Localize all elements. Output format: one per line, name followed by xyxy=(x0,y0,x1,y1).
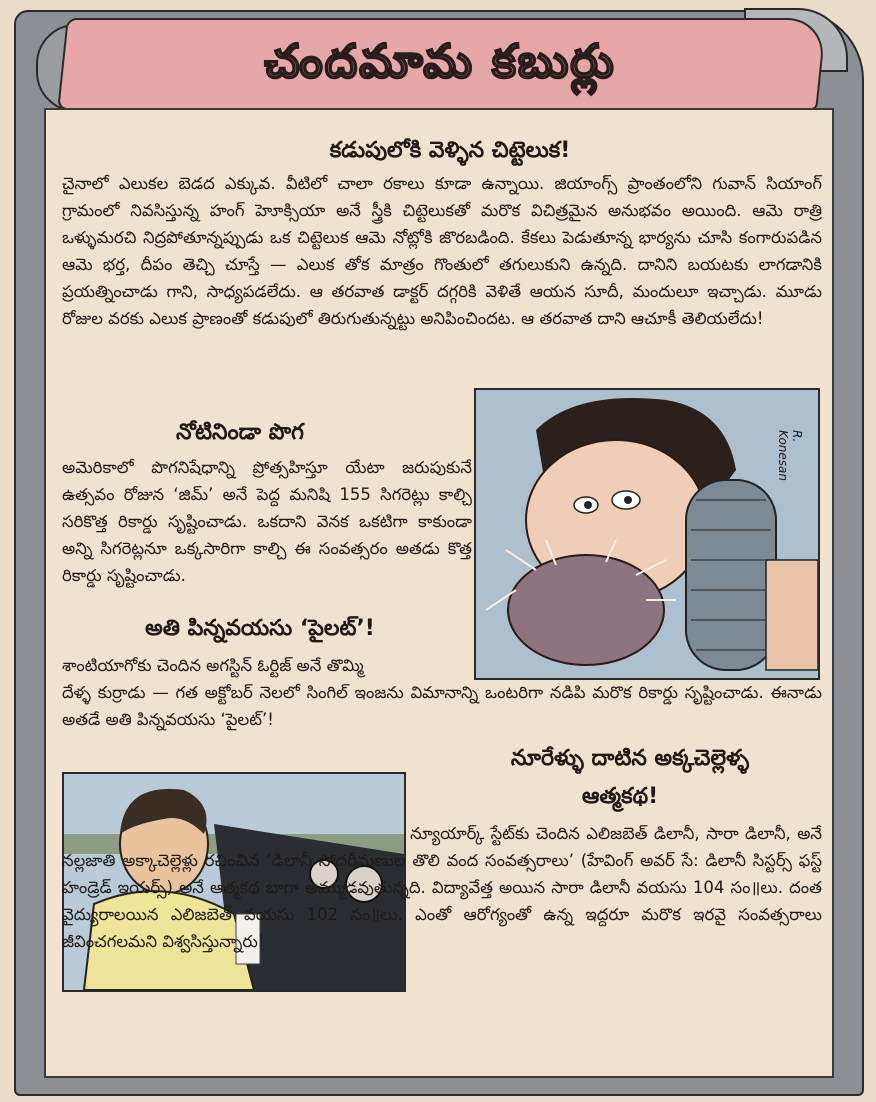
article-heading-pilot: అతి పిన్నవయసు ‘పైలట్’! xyxy=(145,616,375,641)
article-body-pilot-b: దేళ్ళ కుర్రాడు — గత అక్టోబర్ నెలలో సింగిల్ ఇంజను విమానాన్ని ఒంటరిగా నడిపి మరొక రికార్డు సృష్టించాడు. ఈనాడు అతడే అతి పిన్నవయసు ‘పైలట్’! xyxy=(62,683,822,729)
illustrator-signature: R. Konesan xyxy=(776,430,804,481)
article-body-mouse: చైనాలో ఎలుకల బెడద ఎక్కువ. వీటిలో చాలా రకాలు కూడా ఉన్నాయి. జియాంగ్స్ ప్రాంతంలోని గువాన్ సియాంగ్ గ్రామంలో నివసిస్తున్న హంగ్ హెూక్సియా అనే స్త్రీకి చిట్టెలుకతో మరొక విచిత్రమైన అనుభవం అయింది. ఆమె రాత్రి ఒళ్ళుమరచి నిద్రపోతూన్నప్పుడు ఒక చిట్టెలుక ఆమె నోట్లోకి జొరబడింది. కేకలు పెడుతూన్న భార్యను చూసి కంగారుపడిన ఆమె భర్త, దీపం తెచ్చి చూస్తే — ఎలుక తోక మాత్రం గొంతులో తగులుకుని ఉన్నది. దానిని బయటకు లాగడానికి ప్రయత్నించాడు గాని, సాధ్యపడలేదు. ఆ తరవాత డాక్టర్ దగ్గరికి వెళితే ఆయన సూదీ, మందులూ ఇచ్చాడు. మూడు రోజుల వరకు ఎలుక ప్రాణంతో కడుపులో తిరుగుతున్నట్టు అనిపించిందట. ఆ తరవాత దాని ఆచూకీ తెలియలేదు! xyxy=(62,174,822,328)
article-body-pilot-a: శాంటియాగోకు చెందిన అగస్టిన్ ఓర్టిజ్ అనే తొమ్మి xyxy=(62,656,364,675)
article-heading-sisters-2: ఆత్మకథ! xyxy=(581,784,659,809)
article-heading-mouse: కడుపులోకి వెళ్ళిన చిట్టెలుక! xyxy=(329,138,571,163)
banner-title: చందమామ కబుర్లు xyxy=(264,34,616,88)
cigarettes-man-drawing xyxy=(476,390,818,678)
article-body-smoke: అమెరికాలో పొగనిషేధాన్ని ప్రోత్సహిస్తూ యేటా జరుపుకునే ఉత్సవం రోజున ‘జిమ్’ అనే పెద్ద మనిషి 155 సిగరెట్లు కాల్చి సరికొత్త రికార్డు సృష్టించాడు. ఒకదాని వెనక ఒకటిగా కాకుండా అన్ని సిగరెట్లనూ ఒక్కసారిగా కాల్చి ఈ సంవత్సరం అతడు కొత్త రికార్డు సృష్టించాడు. xyxy=(62,458,472,585)
article-heading-smoke: నోటినిండా పొగ xyxy=(176,420,304,445)
article-heading-sisters-1: నూరేళ్ళు దాటిన అక్కచెల్లెళ్ళ xyxy=(510,746,750,771)
cigarettes-man-illustration xyxy=(474,388,820,680)
article-body-sisters: న్యూయార్క్ స్టేట్‌కు చెందిన ఎలిజబెత్ డిలానీ, సారా డిలానీ, అనే నల్లజాతి అక్కాచెల్లెళ్లు రచించిన ‘డిలానీ సోదరీమణుల తొలి వంద సంవత్సరాలు’ (హేవింగ్ అవర్ సే: డిలానీ సిస్టర్స్ ఫస్ట్ హండ్రెడ్ ఇయర్స్) అనే ఆత్మకథ బాగా అమ్ముడవుతున్నది. విద్యావేత్త అయిన సారా డిలానీ వయసు 104 సం॥లు. దంత వైద్యురాలయిన ఎలిజబెత్ వయసు 102 సం॥లు. ఎంతో ఆరోగ్యంతో ఉన్న ఇద్దరూ మరొక ఇరవై సంవత్సరాలు జీవించగలమని విశ్వసిస్తున్నారు! xyxy=(62,824,822,951)
